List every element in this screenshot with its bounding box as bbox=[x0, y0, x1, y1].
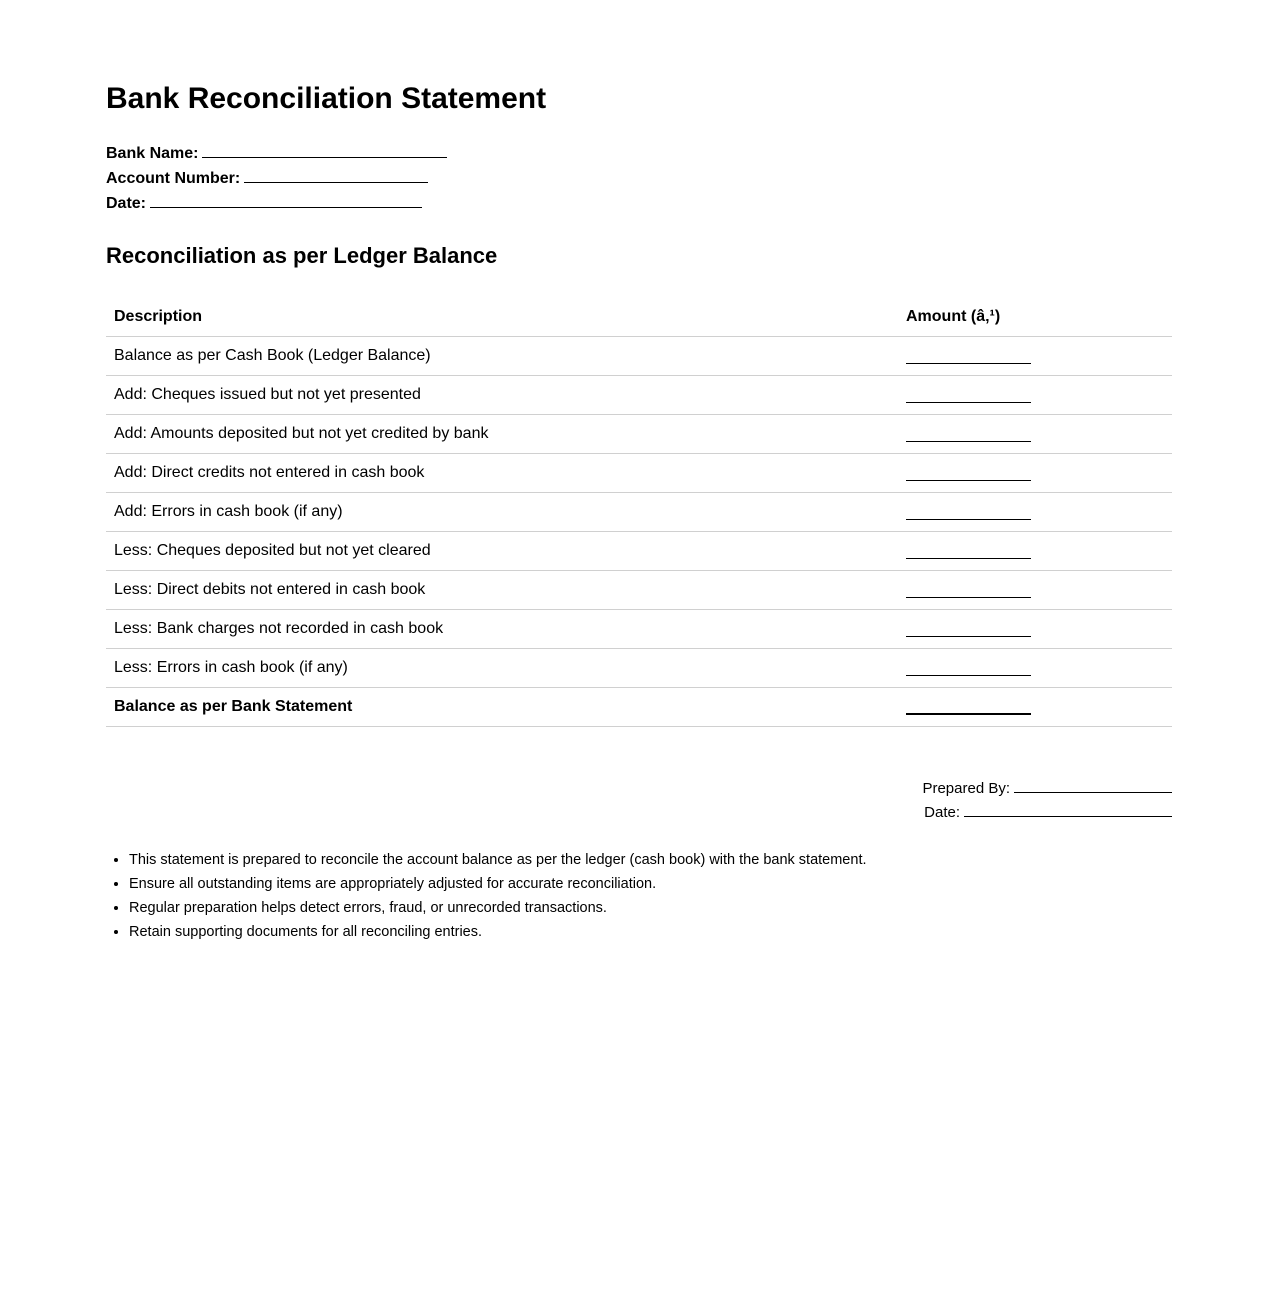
table-header-row bbox=[106, 298, 1172, 337]
amount-blank[interactable] bbox=[906, 667, 1031, 676]
signature-date-blank[interactable] bbox=[964, 802, 1172, 817]
row-description: Less: Cheques deposited but not yet cleared bbox=[106, 532, 898, 571]
row-amount-cell bbox=[898, 454, 1172, 493]
bank-name-field bbox=[106, 141, 447, 166]
bank-name-label: Bank Name: bbox=[106, 145, 199, 162]
row-amount-cell bbox=[898, 571, 1172, 610]
amount-blank[interactable] bbox=[906, 394, 1031, 403]
row-amount-cell bbox=[898, 493, 1172, 532]
row-amount-cell bbox=[898, 532, 1172, 571]
amount-blank[interactable] bbox=[906, 550, 1031, 559]
section-title: Reconciliation as per Ledger Balance bbox=[106, 243, 498, 268]
total-amount-blank[interactable] bbox=[906, 705, 1031, 715]
table-row bbox=[106, 571, 1172, 610]
row-description: Add: Errors in cash book (if any) bbox=[106, 493, 898, 532]
list-item: • Ensure all outstanding items are appropriately adjusted for accurate reconciliation. bbox=[129, 872, 867, 896]
amount-blank[interactable] bbox=[906, 628, 1031, 637]
list-item: • Retain supporting documents for all reconciling entries. bbox=[129, 920, 867, 944]
account-number-field bbox=[106, 166, 447, 191]
amount-blank[interactable] bbox=[906, 589, 1031, 598]
table-row bbox=[106, 610, 1172, 649]
date-field bbox=[106, 191, 447, 216]
row-amount-cell bbox=[898, 337, 1172, 376]
table-row bbox=[106, 454, 1172, 493]
list-item: • This statement is prepared to reconcile the account balance as per the ledger (cash book) with the bank statement. bbox=[129, 848, 867, 872]
row-description: Less: Direct debits not entered in cash book bbox=[106, 571, 898, 610]
bank-name-blank[interactable] bbox=[202, 142, 447, 158]
table-row bbox=[106, 493, 1172, 532]
row-description: Balance as per Cash Book (Ledger Balance) bbox=[106, 337, 898, 376]
table-row bbox=[106, 415, 1172, 454]
total-amount-cell bbox=[898, 688, 1172, 727]
table-row bbox=[106, 649, 1172, 688]
row-description: Add: Direct credits not entered in cash book bbox=[106, 454, 898, 493]
amount-header: Amount (â‚¹) bbox=[898, 298, 1172, 337]
date-blank[interactable] bbox=[150, 192, 422, 208]
row-description: Less: Bank charges not recorded in cash book bbox=[106, 610, 898, 649]
row-amount-cell bbox=[898, 415, 1172, 454]
total-description: Balance as per Bank Statement bbox=[106, 688, 898, 727]
account-details bbox=[106, 141, 447, 216]
description-header: Description bbox=[106, 298, 898, 337]
row-description: Add: Cheques issued but not yet presented bbox=[106, 376, 898, 415]
prepared-by-blank[interactable] bbox=[1014, 778, 1172, 793]
row-amount-cell bbox=[898, 649, 1172, 688]
list-item: • Regular preparation helps detect errors, fraud, or unrecorded transactions. bbox=[129, 896, 867, 920]
row-description: Add: Amounts deposited but not yet credited by bank bbox=[106, 415, 898, 454]
notes-list bbox=[106, 848, 867, 944]
prepared-by-label: Prepared By: bbox=[922, 780, 1010, 797]
signature-block bbox=[922, 777, 1172, 825]
account-number-blank[interactable] bbox=[244, 167, 428, 183]
amount-blank[interactable] bbox=[906, 511, 1031, 520]
prepared-by-field bbox=[922, 777, 1172, 801]
total-row bbox=[106, 688, 1172, 727]
reconciliation-table bbox=[106, 298, 1172, 727]
date-label: Date: bbox=[106, 195, 147, 212]
amount-blank[interactable] bbox=[906, 355, 1031, 364]
table-row bbox=[106, 532, 1172, 571]
table-row bbox=[106, 337, 1172, 376]
table-row bbox=[106, 376, 1172, 415]
signature-date-field bbox=[922, 801, 1172, 825]
row-description: Less: Errors in cash book (if any) bbox=[106, 649, 898, 688]
amount-blank[interactable] bbox=[906, 433, 1031, 442]
amount-blank[interactable] bbox=[906, 472, 1031, 481]
row-amount-cell bbox=[898, 610, 1172, 649]
signature-date-label: Date: bbox=[924, 804, 960, 821]
row-amount-cell bbox=[898, 376, 1172, 415]
page-title: Bank Reconciliation Statement bbox=[106, 82, 547, 115]
account-number-label: Account Number: bbox=[106, 170, 241, 187]
